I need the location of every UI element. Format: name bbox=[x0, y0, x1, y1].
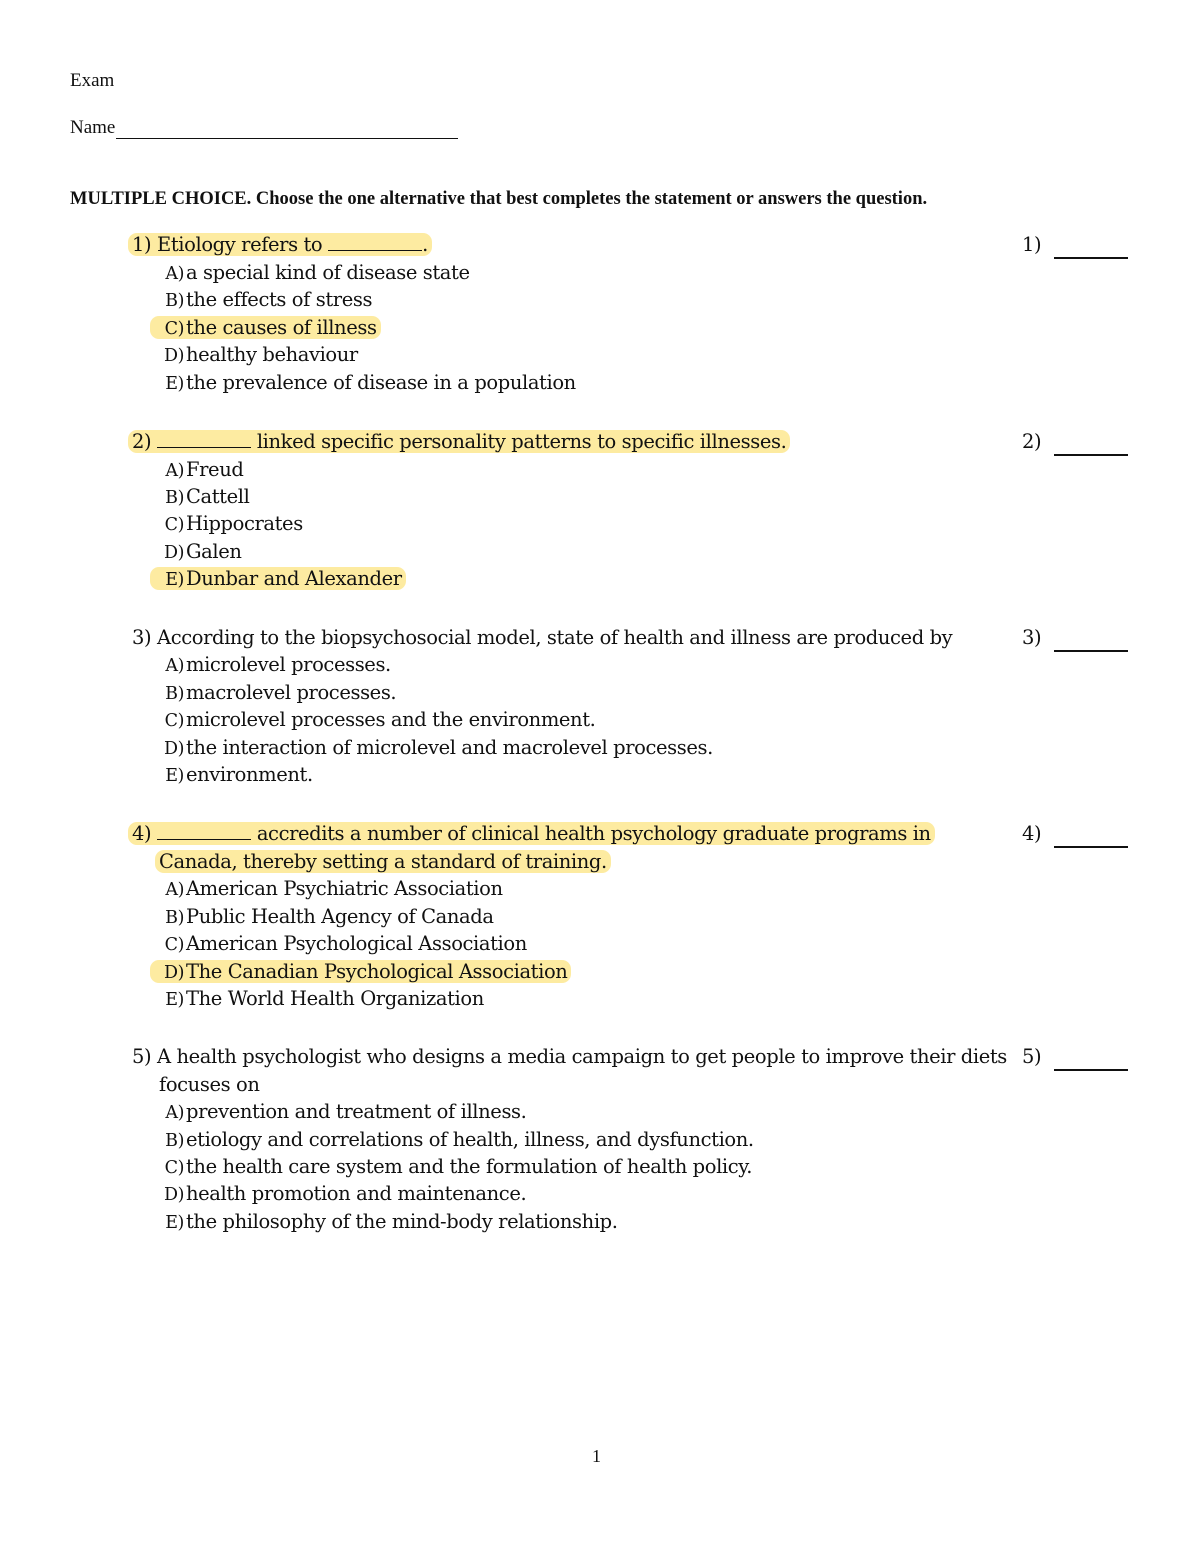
option-letter: D) bbox=[163, 739, 184, 759]
option-text: The World Health Organization bbox=[186, 987, 484, 1010]
stem-text-line2: Canada, thereby setting a standard of training. bbox=[155, 850, 611, 873]
option-e[interactable] bbox=[154, 1208, 618, 1235]
highlight-answer bbox=[150, 316, 381, 339]
option-letter: C) bbox=[164, 711, 184, 731]
question-number: 1) bbox=[132, 233, 152, 256]
exam-title: Exam bbox=[70, 70, 115, 91]
fill-in-blank bbox=[157, 429, 251, 448]
option-text: Public Health Agency of Canada bbox=[186, 905, 494, 928]
option-text: prevention and treatment of illness. bbox=[186, 1100, 527, 1123]
option-text: a special kind of disease state bbox=[186, 261, 470, 284]
option-e[interactable] bbox=[154, 985, 484, 1012]
option-a[interactable] bbox=[154, 651, 391, 678]
stem-text: According to the biopsychosocial model, state of health and illness are produced by bbox=[157, 626, 953, 649]
option-a[interactable] bbox=[154, 259, 470, 286]
answer-blank[interactable] bbox=[1054, 846, 1128, 848]
option-text: the philosophy of the mind-body relationship. bbox=[186, 1210, 618, 1233]
option-letter: D) bbox=[163, 963, 184, 983]
question-number: 5) bbox=[132, 1045, 152, 1068]
answer-number: 1) bbox=[1022, 233, 1042, 256]
option-c[interactable] bbox=[154, 1153, 752, 1180]
option-b[interactable] bbox=[154, 483, 249, 510]
option-letter: A) bbox=[165, 656, 184, 676]
option-d[interactable] bbox=[154, 958, 571, 985]
answer-blank[interactable] bbox=[1054, 257, 1128, 259]
option-b[interactable] bbox=[154, 679, 396, 706]
option-a[interactable] bbox=[154, 456, 243, 483]
name-label: Name bbox=[70, 117, 116, 138]
question-number: 3) bbox=[132, 626, 152, 649]
option-text: American Psychological Association bbox=[186, 932, 527, 955]
option-d[interactable] bbox=[154, 734, 713, 761]
option-d[interactable] bbox=[154, 538, 242, 565]
option-a[interactable] bbox=[154, 1098, 526, 1125]
option-c[interactable] bbox=[154, 706, 595, 733]
option-letter: A) bbox=[165, 461, 184, 481]
option-text: the interaction of microlevel and macrolevel processes. bbox=[186, 736, 713, 759]
option-d[interactable] bbox=[154, 1180, 526, 1207]
option-letter: A) bbox=[165, 880, 184, 900]
name-field bbox=[70, 117, 458, 139]
stem-text: linked specific personality patterns to specific illnesses. bbox=[251, 430, 787, 453]
option-letter: A) bbox=[165, 264, 184, 284]
answer-blank[interactable] bbox=[1054, 650, 1128, 652]
answer-number: 4) bbox=[1022, 822, 1042, 845]
stem-text: A health psychologist who designs a media campaign to get people to improve their diets bbox=[157, 1045, 1007, 1068]
option-text: health promotion and maintenance. bbox=[186, 1182, 527, 1205]
answer-number: 5) bbox=[1022, 1045, 1042, 1068]
option-text: Freud bbox=[186, 458, 244, 481]
question-number: 2) bbox=[132, 430, 152, 453]
option-c[interactable] bbox=[154, 930, 527, 957]
option-text: microlevel processes. bbox=[186, 653, 391, 676]
option-letter: C) bbox=[164, 1158, 184, 1178]
page-number: 1 bbox=[592, 1446, 601, 1466]
option-letter: C) bbox=[164, 515, 184, 535]
option-letter: A) bbox=[165, 1103, 184, 1123]
answer-number: 3) bbox=[1022, 626, 1042, 649]
highlight-stem bbox=[128, 430, 790, 453]
option-letter: B) bbox=[165, 488, 184, 508]
option-text: macrolevel processes. bbox=[186, 681, 397, 704]
option-text: Galen bbox=[186, 540, 242, 563]
option-text: the causes of illness bbox=[186, 316, 377, 339]
option-b[interactable] bbox=[154, 1126, 754, 1153]
option-letter: B) bbox=[165, 1131, 184, 1151]
option-letter: D) bbox=[163, 346, 184, 366]
option-c[interactable] bbox=[154, 510, 303, 537]
option-text: microlevel processes and the environment. bbox=[186, 708, 596, 731]
highlight-stem bbox=[128, 822, 935, 845]
instructions: MULTIPLE CHOICE. Choose the one alternative that best completes the statement or answers the question. bbox=[70, 189, 928, 209]
option-b[interactable] bbox=[154, 903, 494, 930]
question-stem bbox=[132, 231, 432, 258]
question-stem bbox=[132, 1043, 1007, 1070]
option-text: healthy behaviour bbox=[186, 343, 358, 366]
option-letter: D) bbox=[163, 1185, 184, 1205]
question-stem-line2 bbox=[159, 1071, 260, 1098]
fill-in-blank bbox=[328, 232, 422, 251]
option-text: Dunbar and Alexander bbox=[186, 567, 402, 590]
fill-in-blank bbox=[157, 821, 251, 840]
option-text: environment. bbox=[186, 763, 313, 786]
option-text: the effects of stress bbox=[186, 288, 373, 311]
stem-text: accredits a number of clinical health psychology graduate programs in bbox=[251, 822, 931, 845]
option-letter: C) bbox=[164, 319, 184, 339]
option-letter: E) bbox=[165, 570, 184, 590]
answer-blank[interactable] bbox=[1054, 454, 1128, 456]
option-letter: C) bbox=[164, 935, 184, 955]
highlight-stem bbox=[128, 233, 432, 256]
stem-text: Etiology refers to bbox=[157, 233, 329, 256]
option-b[interactable] bbox=[154, 286, 372, 313]
question-stem bbox=[132, 624, 952, 651]
answer-number: 2) bbox=[1022, 430, 1042, 453]
option-letter: B) bbox=[165, 291, 184, 311]
option-e[interactable] bbox=[154, 565, 406, 592]
option-letter: E) bbox=[165, 766, 184, 786]
option-a[interactable] bbox=[154, 875, 503, 902]
option-text: The Canadian Psychological Association bbox=[186, 960, 568, 983]
option-text: Cattell bbox=[186, 485, 250, 508]
question-stem bbox=[132, 428, 790, 455]
option-letter: D) bbox=[163, 543, 184, 563]
question-number: 4) bbox=[132, 822, 152, 845]
option-letter: E) bbox=[165, 1213, 184, 1233]
option-letter: E) bbox=[165, 374, 184, 394]
answer-blank[interactable] bbox=[1054, 1069, 1128, 1071]
highlight-answer bbox=[150, 567, 406, 590]
name-blank-line[interactable] bbox=[116, 120, 458, 139]
question-stem-line2 bbox=[159, 848, 611, 875]
option-e[interactable] bbox=[154, 369, 576, 396]
option-e[interactable] bbox=[154, 761, 313, 788]
option-d[interactable] bbox=[154, 341, 358, 368]
option-letter: B) bbox=[165, 684, 184, 704]
option-letter: B) bbox=[165, 908, 184, 928]
stem-text-end: . bbox=[422, 233, 428, 256]
option-text: Hippocrates bbox=[186, 512, 303, 535]
question-stem bbox=[132, 820, 935, 847]
option-text: the health care system and the formulation of health policy. bbox=[186, 1155, 753, 1178]
option-c[interactable] bbox=[154, 314, 381, 341]
stem-text-line2: focuses on bbox=[159, 1073, 260, 1096]
option-letter: E) bbox=[165, 990, 184, 1010]
highlight-answer bbox=[150, 960, 571, 983]
option-text: etiology and correlations of health, illness, and dysfunction. bbox=[186, 1128, 754, 1151]
option-text: the prevalence of disease in a population bbox=[186, 371, 576, 394]
option-text: American Psychiatric Association bbox=[186, 877, 503, 900]
